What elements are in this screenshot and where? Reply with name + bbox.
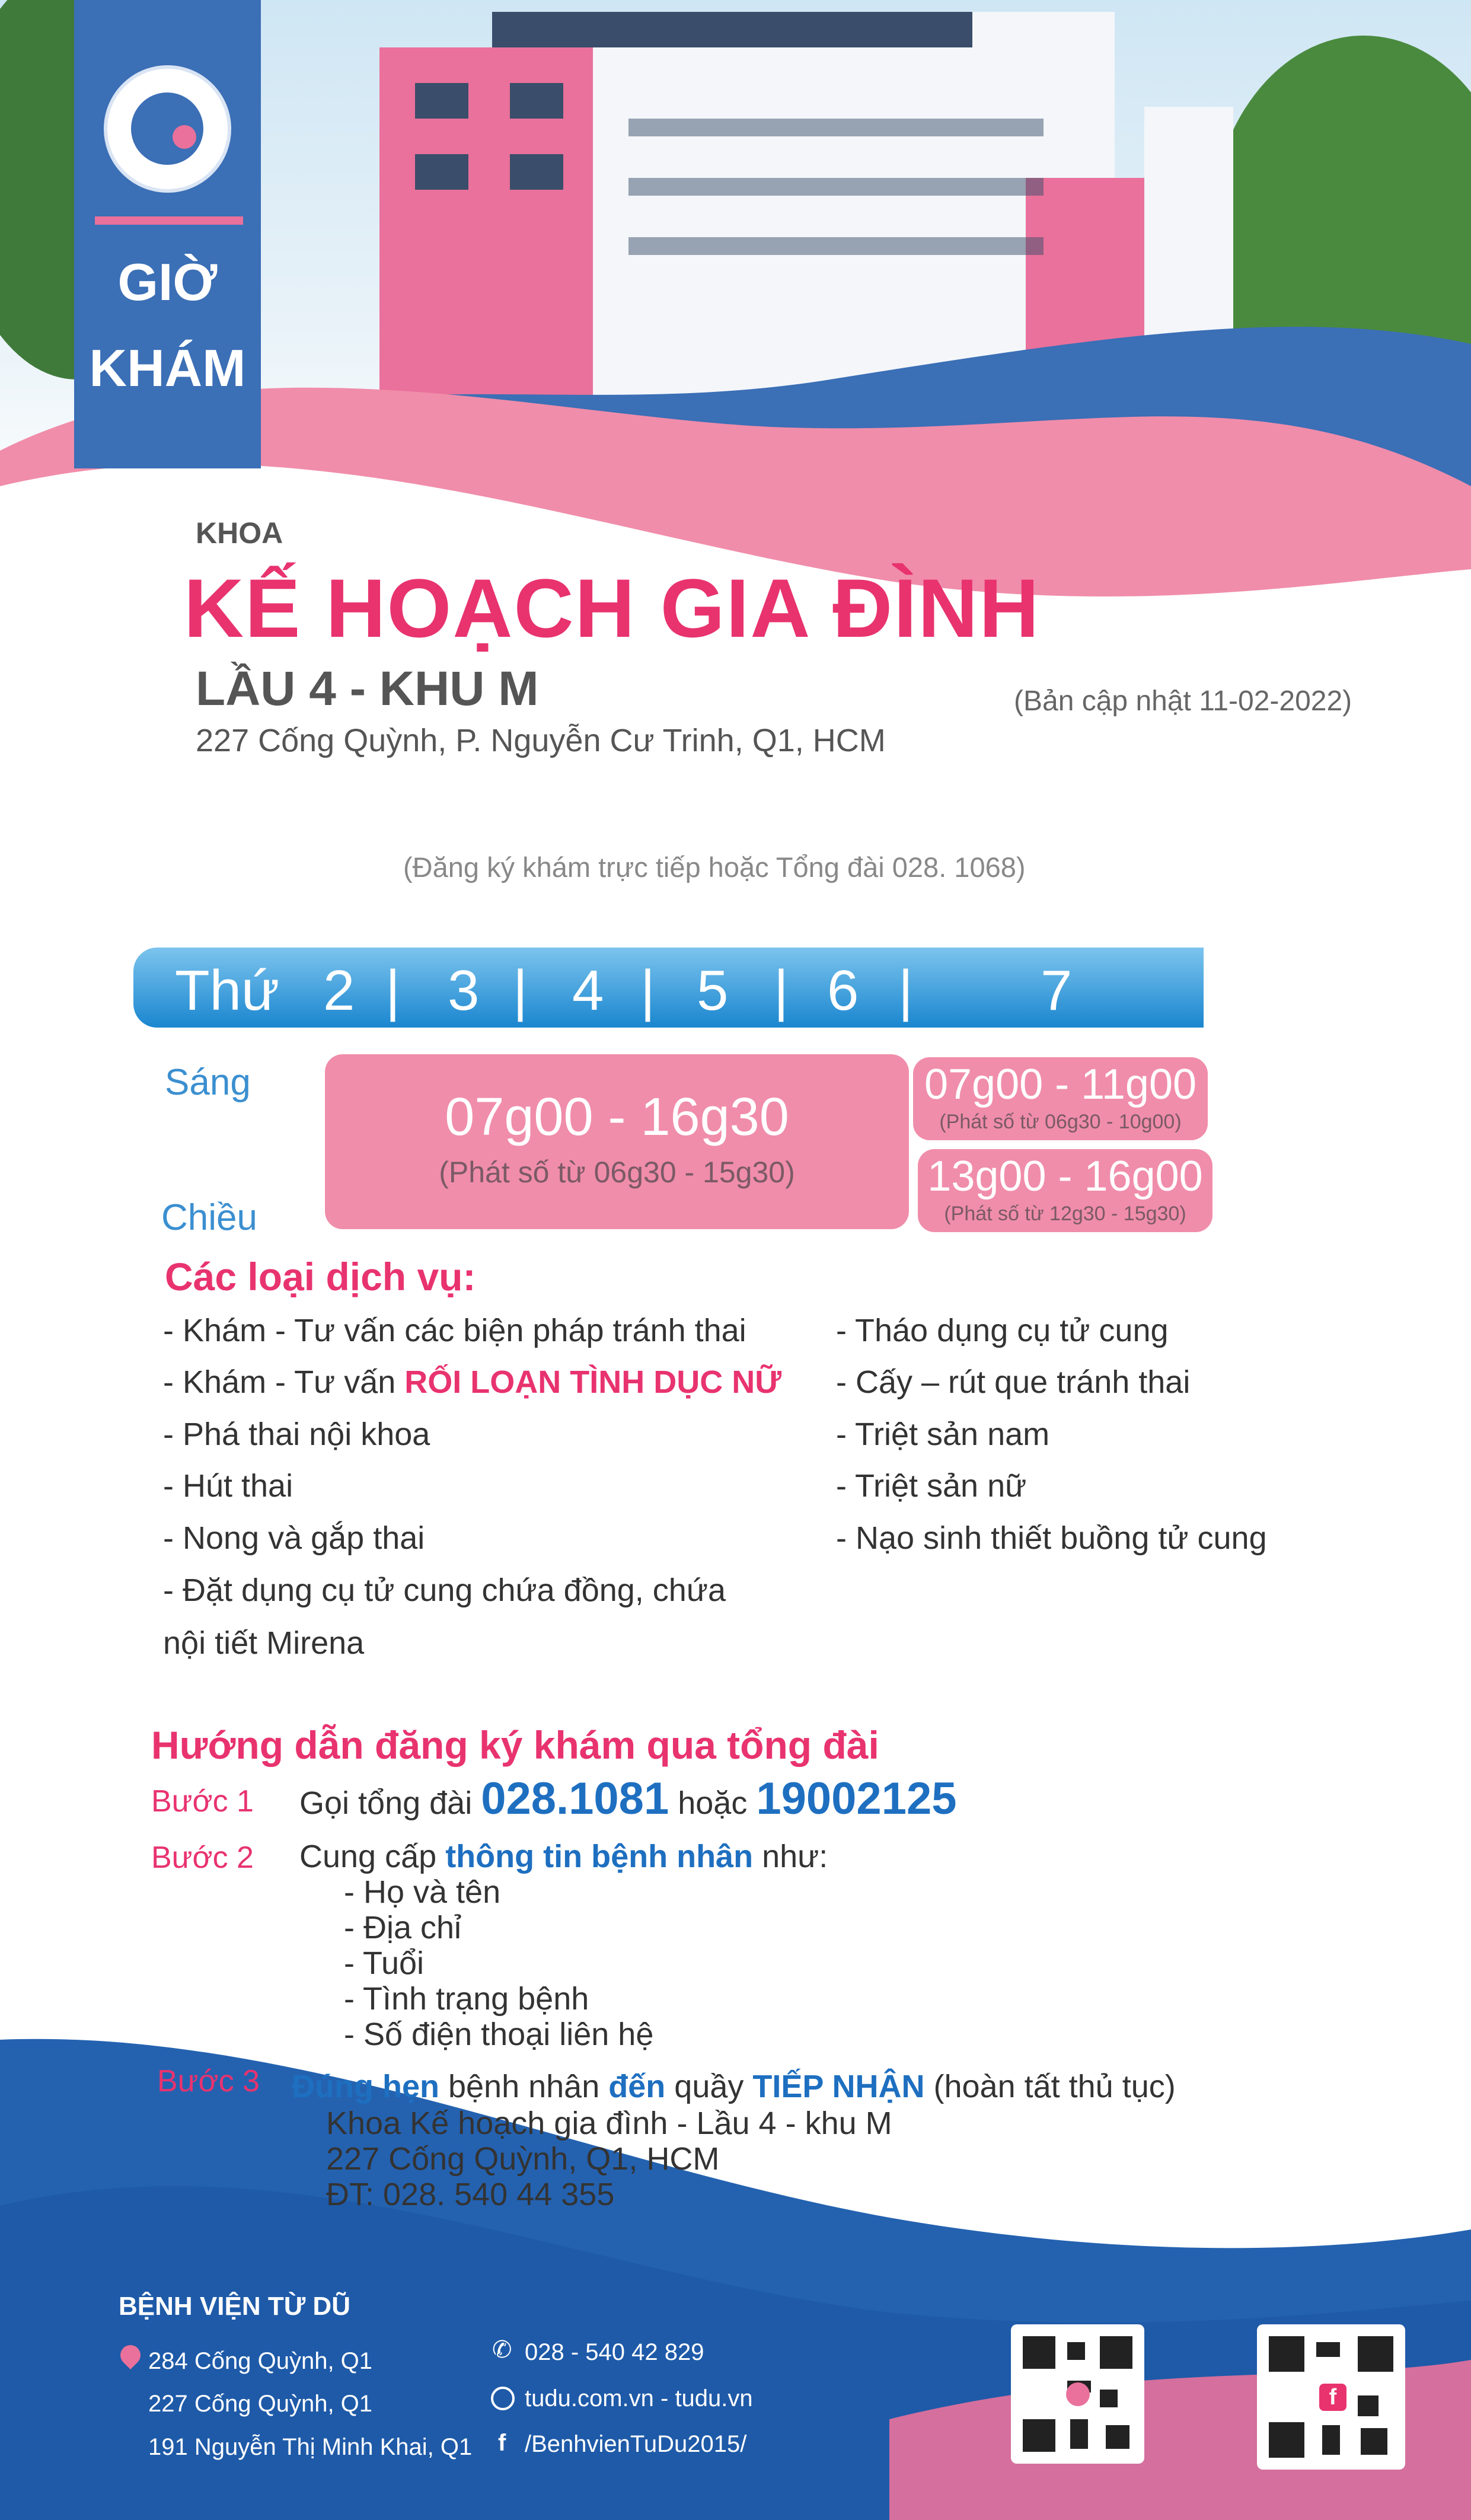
weekday-band (133, 948, 1204, 1028)
step3-hl3: TIẾP NHẬN (752, 2069, 925, 2104)
department-floor: LẦU 4 - KHU M (196, 662, 539, 716)
sat-morning-ticket: (Phát số từ 06g30 - 10g00) (939, 1111, 1182, 1133)
sat-morning-hours: 07g00 - 11g00 (924, 1061, 1197, 1108)
qr-facebook-icon: f (1319, 2384, 1346, 2411)
register-note: (Đăng ký khám trực tiếp hoặc Tổng đài 028. 1068) (403, 851, 1026, 883)
weekday-hours: 07g00 - 16g30 (445, 1087, 789, 1147)
service-item: - Tháo dụng cụ tử cung (836, 1313, 1169, 1348)
day-label: Thứ (175, 959, 280, 1022)
service-item: - Nong và gắp thai (163, 1520, 425, 1556)
step1-label: Bước 1 (151, 1784, 254, 1819)
afternoon-label: Chiều (161, 1197, 257, 1238)
service-item: - Khám - Tư vấn các biện pháp tránh thai (163, 1313, 746, 1348)
step2-item: - Địa chỉ (344, 1910, 462, 1945)
services-title: Các loại dịch vụ: (165, 1255, 476, 1299)
step1-text (299, 1773, 957, 1824)
hospital-logo (104, 65, 231, 193)
service-item: - Cấy – rút que tránh thai (836, 1364, 1191, 1400)
step3-t1: bệnh nhân (448, 2069, 600, 2104)
day-sep: | (640, 959, 655, 1022)
footer-phone: 028 - 540 42 829 (525, 2339, 704, 2365)
footer-facebook: /BenhvienTuDu2015/ (525, 2431, 747, 2457)
step2-text (299, 1838, 828, 1875)
step2-highlight: thông tin bệnh nhân (445, 1839, 754, 1874)
footer-address: 284 Cống Quỳnh, Q1 (148, 2348, 373, 2374)
morning-label: Sáng (165, 1062, 251, 1103)
department-title: KẾ HOẠCH GIA ĐÌNH (184, 562, 1041, 655)
service-item: - Nạo sinh thiết buồng tử cung (836, 1520, 1267, 1556)
facebook-icon: f (498, 2430, 506, 2456)
step2-provide: Cung cấp (299, 1839, 437, 1874)
updated-date: (Bản cập nhật 11-02-2022) (1014, 685, 1352, 717)
badge-line1: GIỜ (117, 253, 218, 311)
badge-line2: KHÁM (89, 339, 246, 397)
step3-hl2: đến (608, 2069, 666, 2104)
service-item: - Phá thai nội khoa (163, 1417, 430, 1452)
service-item: - Triệt sản nữ (836, 1468, 1027, 1504)
qr-logo-icon (1066, 2382, 1090, 2406)
saturday-afternoon-box (918, 1149, 1212, 1232)
footer-address: 227 Cống Quỳnh, Q1 (148, 2391, 373, 2417)
weekday-hours-box (325, 1054, 909, 1229)
day-3: 3 (448, 959, 480, 1022)
step3-line: ĐT: 028. 540 44 355 (326, 2177, 615, 2212)
footer-address: 191 Nguyễn Thị Minh Khai, Q1 (148, 2434, 473, 2460)
step1-call: Gọi tổng đài (299, 1785, 473, 1821)
step1-or: hoặc (678, 1785, 748, 1821)
guide-title: Hướng dẫn đăng ký khám qua tổng đài (151, 1723, 879, 1767)
step3-t2: quầy (674, 2069, 744, 2104)
qr-code-facebook (1257, 2324, 1405, 2470)
department-prefix: KHOA (196, 516, 283, 550)
step1-phone1: 028.1081 (481, 1773, 669, 1824)
day-7: 7 (1041, 959, 1073, 1022)
service-item-highlight-text: RỐI LOẠN TÌNH DỤC NỮ (404, 1364, 782, 1400)
footer-web: tudu.com.vn - tudu.vn (525, 2385, 753, 2411)
service-item: - Hút thai (163, 1468, 293, 1504)
day-sep: | (898, 959, 913, 1022)
step2-item: - Tuổi (344, 1945, 425, 1981)
sat-afternoon-hours: 13g00 - 16g00 (927, 1153, 1203, 1200)
weekday-ticket: (Phát số từ 06g30 - 15g30) (439, 1156, 795, 1189)
sat-afternoon-ticket: (Phát số từ 12g30 - 15g30) (944, 1202, 1186, 1225)
step1-phone2: 19002125 (756, 1773, 957, 1824)
step2-suffix: như: (762, 1839, 828, 1874)
globe-icon (491, 2387, 515, 2410)
step3-t3: (hoàn tất thủ tục) (933, 2069, 1176, 2104)
step2-label: Bước 2 (151, 1840, 254, 1875)
step2-item: - Số điện thoại liên hệ (344, 2017, 654, 2052)
day-6: 6 (827, 959, 859, 1022)
service-item: - Đặt dụng cụ tử cung chứa đồng, chứa (163, 1572, 726, 1608)
step3-text (292, 2068, 1176, 2105)
step2-item: - Tình trạng bệnh (344, 1981, 589, 2017)
qr-code-website (1011, 2324, 1144, 2464)
badge-divider (95, 216, 243, 225)
day-sep: | (385, 959, 400, 1022)
service-item-highlight (163, 1364, 781, 1401)
phone-icon: ✆ (492, 2337, 512, 2363)
step3-label: Bước 3 (157, 2064, 260, 2098)
service-item-cont: nội tiết Mirena (163, 1625, 365, 1661)
day-sep: | (513, 959, 528, 1022)
step3-hl1: Đúng hẹn (292, 2069, 439, 2104)
day-2: 2 (323, 959, 355, 1022)
day-sep: | (774, 959, 789, 1022)
department-address: 227 Cống Quỳnh, P. Nguyễn Cư Trinh, Q1, HCM (196, 723, 886, 758)
saturday-morning-box (913, 1057, 1208, 1140)
step3-line: 227 Cống Quỳnh, Q1, HCM (326, 2141, 720, 2177)
step3-line: Khoa Kế hoạch gia đình - Lầu 4 - khu M (326, 2106, 892, 2141)
day-4: 4 (572, 959, 604, 1022)
footer-hospital-name: BỆNH VIỆN TỪ DŨ (119, 2292, 350, 2321)
service-item: - Triệt sản nam (836, 1417, 1050, 1452)
service-item-prefix: - Khám - Tư vấn (163, 1364, 405, 1400)
day-5: 5 (697, 959, 729, 1022)
step2-item: - Họ và tên (344, 1874, 501, 1910)
